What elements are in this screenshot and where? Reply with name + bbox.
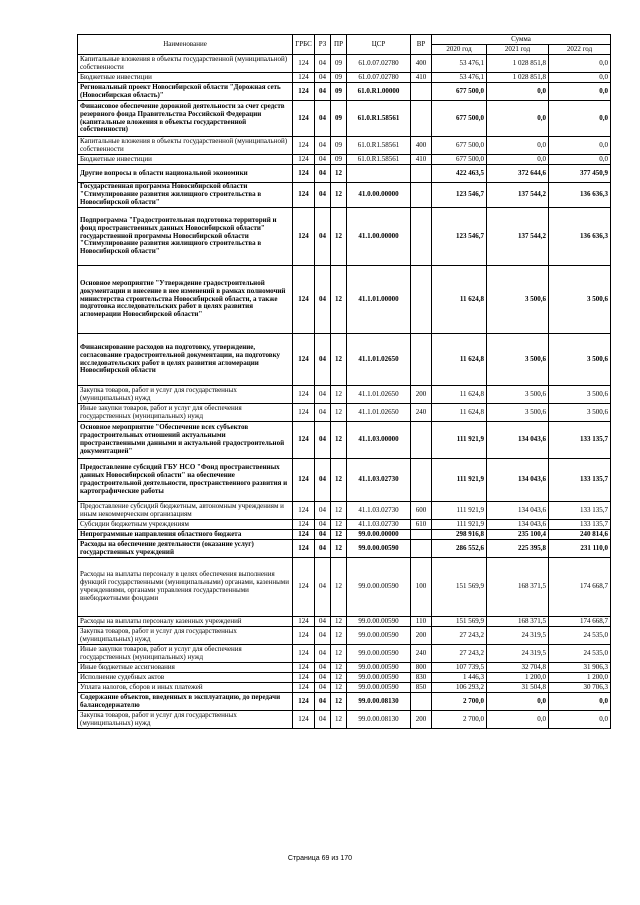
cell-2022: 30 706,3 xyxy=(549,683,611,693)
cell-pr: 09 xyxy=(331,55,347,73)
cell-vr: 610 xyxy=(411,520,432,530)
cell-csr: 99.0.00.00590 xyxy=(347,673,411,683)
cell-pr: 12 xyxy=(331,617,347,627)
cell-2022: 133 135,7 xyxy=(549,520,611,530)
cell-rz: 04 xyxy=(315,101,331,137)
cell-vr xyxy=(411,459,432,502)
cell-vr xyxy=(411,266,432,334)
cell-rz: 04 xyxy=(315,693,331,711)
cell-name: Основное мероприятие "Утверждение градостроительной документации и внесение в нее изменений в рамках полномочий министерства строительства Новосибирской области, а также подготовка исследовательских работ в целях развития агломерации Новосибирской области" xyxy=(78,266,293,334)
cell-csr: 99.0.00.00590 xyxy=(347,645,411,663)
cell-vr xyxy=(411,540,432,558)
cell-2021: 0,0 xyxy=(487,693,549,711)
cell-2021: 134 043,6 xyxy=(487,459,549,502)
cell-vr xyxy=(411,183,432,208)
header-year-2020: 2020 год xyxy=(432,45,487,55)
cell-2020: 111 921,9 xyxy=(432,502,487,520)
table-row xyxy=(78,422,611,459)
cell-2021: 24 319,5 xyxy=(487,645,549,663)
cell-pr: 12 xyxy=(331,183,347,208)
cell-2021: 3 500,6 xyxy=(487,266,549,334)
cell-pr: 12 xyxy=(331,404,347,422)
cell-vr: 200 xyxy=(411,711,432,729)
header-csr: ЦСР xyxy=(347,35,411,55)
table-row xyxy=(78,645,611,663)
cell-rz: 04 xyxy=(315,540,331,558)
cell-name: Исполнение судебных актов xyxy=(78,673,293,683)
cell-2022: 174 668,7 xyxy=(549,558,611,617)
cell-pr: 12 xyxy=(331,558,347,617)
cell-2022: 136 636,3 xyxy=(549,208,611,266)
cell-rz: 04 xyxy=(315,137,331,155)
cell-pr: 12 xyxy=(331,520,347,530)
cell-grbs: 124 xyxy=(293,558,315,617)
cell-2021: 1 200,0 xyxy=(487,673,549,683)
cell-2021: 1 028 851,8 xyxy=(487,73,549,83)
cell-grbs: 124 xyxy=(293,459,315,502)
cell-vr: 830 xyxy=(411,673,432,683)
cell-2021: 0,0 xyxy=(487,83,549,101)
cell-name: Государственная программа Новосибирской области "Стимулирование развития жилищного строительства в Новосибирской области" xyxy=(78,183,293,208)
cell-name: Расходы на выплаты персоналу в целях обеспечения выполнения функций государственными (муниципальными) органами, казенными учреждениями, органами управления государственными внебюджетными фондами xyxy=(78,558,293,617)
cell-grbs: 124 xyxy=(293,711,315,729)
cell-2022: 0,0 xyxy=(549,693,611,711)
cell-2021: 0,0 xyxy=(487,155,549,165)
table-row xyxy=(78,520,611,530)
cell-pr: 12 xyxy=(331,711,347,729)
cell-csr: 99.0.00.08130 xyxy=(347,711,411,729)
cell-pr: 12 xyxy=(331,266,347,334)
cell-vr: 240 xyxy=(411,404,432,422)
cell-pr: 12 xyxy=(331,334,347,386)
cell-vr: 200 xyxy=(411,386,432,404)
cell-2022: 0,0 xyxy=(549,83,611,101)
cell-name: Закупка товаров, работ и услуг для государственных (муниципальных) нужд xyxy=(78,386,293,404)
header-year-2021: 2021 год xyxy=(487,45,549,55)
cell-rz: 04 xyxy=(315,422,331,459)
cell-name: Капитальные вложения в объекты государственной (муниципальной) собственности xyxy=(78,55,293,73)
cell-csr: 41.1.03.00000 xyxy=(347,422,411,459)
cell-2022: 3 500,6 xyxy=(549,334,611,386)
cell-pr: 12 xyxy=(331,459,347,502)
cell-csr: 61.0.R1.58561 xyxy=(347,101,411,137)
cell-grbs: 124 xyxy=(293,627,315,645)
cell-2020: 2 700,0 xyxy=(432,711,487,729)
cell-2020: 11 624,8 xyxy=(432,386,487,404)
cell-rz: 04 xyxy=(315,711,331,729)
cell-name: Закупка товаров, работ и услуг для государственных (муниципальных) нужд xyxy=(78,711,293,729)
cell-2020: 422 463,5 xyxy=(432,165,487,183)
table-row xyxy=(78,530,611,540)
cell-rz: 04 xyxy=(315,530,331,540)
table-row xyxy=(78,711,611,729)
cell-csr: 61.0.R1.58561 xyxy=(347,137,411,155)
table-row xyxy=(78,266,611,334)
cell-name: Содержание объектов, введенных в эксплуатацию, до передачи балансодержателю xyxy=(78,693,293,711)
cell-rz: 04 xyxy=(315,183,331,208)
cell-csr: 41.1.01.02650 xyxy=(347,334,411,386)
cell-2022: 240 814,6 xyxy=(549,530,611,540)
cell-rz: 04 xyxy=(315,663,331,673)
cell-2022: 0,0 xyxy=(549,711,611,729)
cell-csr: 41.1.01.02650 xyxy=(347,386,411,404)
cell-2022: 3 500,6 xyxy=(549,404,611,422)
cell-grbs: 124 xyxy=(293,520,315,530)
cell-name: Иные закупки товаров, работ и услуг для обеспечения государственных (муниципальных) нужд xyxy=(78,404,293,422)
table-row xyxy=(78,386,611,404)
table-row xyxy=(78,155,611,165)
cell-2022: 0,0 xyxy=(549,55,611,73)
cell-pr: 09 xyxy=(331,83,347,101)
cell-name: Уплата налогов, сборов и иных платежей xyxy=(78,683,293,693)
cell-csr: 61.0.07.02780 xyxy=(347,73,411,83)
cell-pr: 12 xyxy=(331,683,347,693)
cell-grbs: 124 xyxy=(293,334,315,386)
cell-2022: 133 135,7 xyxy=(549,459,611,502)
cell-vr xyxy=(411,83,432,101)
table-header xyxy=(78,35,611,55)
cell-rz: 04 xyxy=(315,165,331,183)
cell-2020: 11 624,8 xyxy=(432,266,487,334)
cell-2021: 31 504,8 xyxy=(487,683,549,693)
cell-grbs: 124 xyxy=(293,540,315,558)
cell-name: Расходы на выплаты персоналу казенных учреждений xyxy=(78,617,293,627)
cell-vr xyxy=(411,165,432,183)
header-vr: ВР xyxy=(411,35,432,55)
cell-csr: 99.0.00.00590 xyxy=(347,627,411,645)
cell-2020: 27 243,2 xyxy=(432,627,487,645)
table-row xyxy=(78,502,611,520)
table-row xyxy=(78,137,611,155)
cell-pr: 12 xyxy=(331,627,347,645)
cell-2020: 53 476,1 xyxy=(432,73,487,83)
cell-name: Финансовое обеспечение дорожной деятельности за счет средств резервного фонда Правительства Российской Федерации (капитальные вложения в объекты государственной собственности) xyxy=(78,101,293,137)
cell-vr xyxy=(411,693,432,711)
cell-grbs: 124 xyxy=(293,83,315,101)
cell-grbs: 124 xyxy=(293,165,315,183)
cell-2021: 3 500,6 xyxy=(487,334,549,386)
cell-2022: 3 500,6 xyxy=(549,266,611,334)
cell-2020: 677 500,0 xyxy=(432,83,487,101)
cell-pr: 12 xyxy=(331,165,347,183)
cell-vr: 240 xyxy=(411,645,432,663)
cell-vr: 100 xyxy=(411,558,432,617)
cell-pr: 09 xyxy=(331,101,347,137)
cell-csr: 99.0.00.00000 xyxy=(347,530,411,540)
cell-2020: 106 293,2 xyxy=(432,683,487,693)
cell-grbs: 124 xyxy=(293,645,315,663)
cell-2020: 53 476,1 xyxy=(432,55,487,73)
header-pr: ПР xyxy=(331,35,347,55)
cell-grbs: 124 xyxy=(293,386,315,404)
cell-vr: 110 xyxy=(411,617,432,627)
cell-2022: 377 450,9 xyxy=(549,165,611,183)
cell-name: Другие вопросы в области национальной экономики xyxy=(78,165,293,183)
cell-vr xyxy=(411,208,432,266)
cell-vr: 850 xyxy=(411,683,432,693)
cell-2021: 168 371,5 xyxy=(487,558,549,617)
cell-rz: 04 xyxy=(315,558,331,617)
cell-csr: 99.0.00.00590 xyxy=(347,540,411,558)
cell-2021: 134 043,6 xyxy=(487,422,549,459)
cell-name: Расходы на обеспечение деятельности (оказание услуг) государственных учреждений xyxy=(78,540,293,558)
cell-csr: 41.1.03.02730 xyxy=(347,502,411,520)
cell-grbs: 124 xyxy=(293,404,315,422)
cell-grbs: 124 xyxy=(293,693,315,711)
cell-rz: 04 xyxy=(315,266,331,334)
cell-rz: 04 xyxy=(315,520,331,530)
cell-pr: 12 xyxy=(331,540,347,558)
cell-grbs: 124 xyxy=(293,208,315,266)
table-row xyxy=(78,73,611,83)
cell-grbs: 124 xyxy=(293,617,315,627)
cell-2021: 0,0 xyxy=(487,101,549,137)
header-sum: Сумма xyxy=(432,35,611,45)
cell-rz: 04 xyxy=(315,502,331,520)
cell-csr: 41.1.01.02650 xyxy=(347,404,411,422)
cell-2021: 134 043,6 xyxy=(487,520,549,530)
cell-pr: 12 xyxy=(331,693,347,711)
cell-vr: 200 xyxy=(411,627,432,645)
cell-pr: 09 xyxy=(331,137,347,155)
cell-2020: 298 916,8 xyxy=(432,530,487,540)
cell-name: Бюджетные инвестиции xyxy=(78,155,293,165)
cell-2020: 11 624,8 xyxy=(432,404,487,422)
cell-grbs: 124 xyxy=(293,673,315,683)
header-name: Наименование xyxy=(78,35,293,55)
cell-grbs: 124 xyxy=(293,683,315,693)
cell-name: Предоставление субсидий бюджетным, автономным учреждениям и иным некоммерческим организациям xyxy=(78,502,293,520)
cell-2020: 1 446,3 xyxy=(432,673,487,683)
cell-pr: 12 xyxy=(331,422,347,459)
cell-pr: 12 xyxy=(331,645,347,663)
cell-pr: 12 xyxy=(331,208,347,266)
cell-2020: 286 552,6 xyxy=(432,540,487,558)
cell-2022: 24 535,0 xyxy=(549,645,611,663)
table-row xyxy=(78,208,611,266)
cell-2020: 111 921,9 xyxy=(432,520,487,530)
budget-table xyxy=(77,34,611,729)
cell-csr: 41.1.01.00000 xyxy=(347,266,411,334)
table-row xyxy=(78,404,611,422)
cell-grbs: 124 xyxy=(293,137,315,155)
cell-rz: 04 xyxy=(315,334,331,386)
cell-name: Основное мероприятие "Обеспечение всех субъектов градостроительных отношений актуальными пространственными данными и актуальной градостроительной документацией" xyxy=(78,422,293,459)
table-row xyxy=(78,459,611,502)
cell-vr xyxy=(411,101,432,137)
cell-csr: 99.0.00.00590 xyxy=(347,558,411,617)
table-row xyxy=(78,663,611,673)
cell-vr xyxy=(411,334,432,386)
cell-2021: 137 544,2 xyxy=(487,183,549,208)
cell-csr: 99.0.00.08130 xyxy=(347,693,411,711)
cell-csr: 99.0.00.00590 xyxy=(347,663,411,673)
cell-2022: 3 500,6 xyxy=(549,386,611,404)
cell-csr: 41.1.03.02730 xyxy=(347,520,411,530)
cell-name: Непрограммные направления областного бюджета xyxy=(78,530,293,540)
cell-csr: 99.0.00.00590 xyxy=(347,683,411,693)
cell-2021: 32 704,8 xyxy=(487,663,549,673)
cell-2020: 111 921,9 xyxy=(432,422,487,459)
cell-2021: 3 500,6 xyxy=(487,404,549,422)
cell-rz: 04 xyxy=(315,208,331,266)
cell-rz: 04 xyxy=(315,55,331,73)
cell-csr: 99.0.00.00590 xyxy=(347,617,411,627)
cell-2021: 372 644,6 xyxy=(487,165,549,183)
cell-rz: 04 xyxy=(315,83,331,101)
cell-grbs: 124 xyxy=(293,73,315,83)
cell-name: Финансирование расходов на подготовку, утверждение, согласование градостроительной документации, на подготовку исследовательских работ в целях развития агломерации Новосибирской области xyxy=(78,334,293,386)
table-row xyxy=(78,540,611,558)
cell-rz: 04 xyxy=(315,645,331,663)
cell-2020: 677 500,0 xyxy=(432,155,487,165)
table-row xyxy=(78,683,611,693)
cell-2020: 2 700,0 xyxy=(432,693,487,711)
cell-name: Региональный проект Новосибирской области "Дорожная сеть (Новосибирская область)" xyxy=(78,83,293,101)
cell-2022: 136 636,3 xyxy=(549,183,611,208)
cell-name: Капитальные вложения в объекты государственной (муниципальной) собственности xyxy=(78,137,293,155)
table-row xyxy=(78,83,611,101)
cell-vr: 400 xyxy=(411,137,432,155)
cell-grbs: 124 xyxy=(293,55,315,73)
cell-2021: 225 395,8 xyxy=(487,540,549,558)
cell-pr: 12 xyxy=(331,502,347,520)
cell-csr: 41.1.00.00000 xyxy=(347,208,411,266)
cell-pr: 12 xyxy=(331,673,347,683)
table-row xyxy=(78,673,611,683)
cell-2020: 677 500,0 xyxy=(432,137,487,155)
cell-pr: 12 xyxy=(331,530,347,540)
cell-2020: 107 739,5 xyxy=(432,663,487,673)
cell-2021: 0,0 xyxy=(487,711,549,729)
cell-name: Иные закупки товаров, работ и услуг для обеспечения государственных (муниципальных) нужд xyxy=(78,645,293,663)
table-row xyxy=(78,334,611,386)
cell-pr: 09 xyxy=(331,155,347,165)
table-row xyxy=(78,558,611,617)
cell-rz: 04 xyxy=(315,73,331,83)
cell-2020: 123 546,7 xyxy=(432,183,487,208)
table-row xyxy=(78,183,611,208)
cell-pr: 09 xyxy=(331,73,347,83)
cell-2022: 1 200,0 xyxy=(549,673,611,683)
cell-2022: 0,0 xyxy=(549,73,611,83)
cell-vr: 400 xyxy=(411,55,432,73)
cell-2020: 151 569,9 xyxy=(432,558,487,617)
cell-pr: 12 xyxy=(331,663,347,673)
cell-2022: 0,0 xyxy=(549,101,611,137)
cell-csr xyxy=(347,165,411,183)
cell-grbs: 124 xyxy=(293,530,315,540)
cell-rz: 04 xyxy=(315,404,331,422)
cell-rz: 04 xyxy=(315,683,331,693)
cell-2022: 0,0 xyxy=(549,137,611,155)
cell-vr: 600 xyxy=(411,502,432,520)
cell-2022: 0,0 xyxy=(549,155,611,165)
cell-name: Подпрограмма "Градостроительная подготовка территорий и фонд пространственных данных Новосибирской области" государственной программы Новосибирской области "Стимулирование развития жилищного строительства в Новосибирской области" xyxy=(78,208,293,266)
cell-csr: 61.0.R1.58561 xyxy=(347,155,411,165)
cell-2020: 111 921,9 xyxy=(432,459,487,502)
cell-vr: 410 xyxy=(411,73,432,83)
cell-2020: 27 243,2 xyxy=(432,645,487,663)
cell-name: Иные бюджетные ассигнования xyxy=(78,663,293,673)
table-row xyxy=(78,693,611,711)
table-row xyxy=(78,55,611,73)
cell-grbs: 124 xyxy=(293,502,315,520)
cell-grbs: 124 xyxy=(293,155,315,165)
cell-vr: 410 xyxy=(411,155,432,165)
cell-vr xyxy=(411,530,432,540)
cell-2020: 11 624,8 xyxy=(432,334,487,386)
cell-2021: 235 100,4 xyxy=(487,530,549,540)
cell-2021: 134 043,6 xyxy=(487,502,549,520)
table-row xyxy=(78,165,611,183)
cell-rz: 04 xyxy=(315,155,331,165)
cell-rz: 04 xyxy=(315,617,331,627)
cell-2020: 123 546,7 xyxy=(432,208,487,266)
cell-grbs: 124 xyxy=(293,101,315,137)
table-body xyxy=(78,55,611,729)
cell-2022: 31 906,3 xyxy=(549,663,611,673)
cell-grbs: 124 xyxy=(293,663,315,673)
table-row xyxy=(78,101,611,137)
cell-2020: 677 500,0 xyxy=(432,101,487,137)
cell-name: Закупка товаров, работ и услуг для государственных (муниципальных) нужд xyxy=(78,627,293,645)
cell-2021: 0,0 xyxy=(487,137,549,155)
header-year-2022: 2022 год xyxy=(549,45,611,55)
cell-2020: 151 569,9 xyxy=(432,617,487,627)
cell-name: Предоставление субсидий ГБУ НСО "Фонд пространственных данных Новосибирской области" на обеспечение градостроительной деятельности, пространственного развития и картографические работы xyxy=(78,459,293,502)
cell-rz: 04 xyxy=(315,386,331,404)
cell-csr: 61.0.R1.00000 xyxy=(347,83,411,101)
cell-2021: 1 028 851,8 xyxy=(487,55,549,73)
cell-2022: 133 135,7 xyxy=(549,422,611,459)
cell-2021: 24 319,5 xyxy=(487,627,549,645)
cell-pr: 12 xyxy=(331,386,347,404)
cell-grbs: 124 xyxy=(293,266,315,334)
cell-rz: 04 xyxy=(315,673,331,683)
cell-2022: 231 110,0 xyxy=(549,540,611,558)
cell-csr: 61.0.07.02780 xyxy=(347,55,411,73)
cell-rz: 04 xyxy=(315,627,331,645)
page-number: Страница 69 из 170 xyxy=(287,855,353,862)
cell-vr: 800 xyxy=(411,663,432,673)
cell-name: Бюджетные инвестиции xyxy=(78,73,293,83)
cell-2021: 137 544,2 xyxy=(487,208,549,266)
cell-rz: 04 xyxy=(315,459,331,502)
cell-2021: 168 371,5 xyxy=(487,617,549,627)
table-row xyxy=(78,627,611,645)
cell-grbs: 124 xyxy=(293,183,315,208)
header-rz: РЗ xyxy=(315,35,331,55)
cell-2022: 133 135,7 xyxy=(549,502,611,520)
table-row xyxy=(78,617,611,627)
cell-csr: 41.0.00.00000 xyxy=(347,183,411,208)
cell-vr xyxy=(411,422,432,459)
cell-grbs: 124 xyxy=(293,422,315,459)
header-grbs: ГРБС xyxy=(293,35,315,55)
cell-2022: 24 535,0 xyxy=(549,627,611,645)
cell-name: Субсидии бюджетным учреждениям xyxy=(78,520,293,530)
cell-2021: 3 500,6 xyxy=(487,386,549,404)
cell-2022: 174 668,7 xyxy=(549,617,611,627)
cell-csr: 41.1.03.02730 xyxy=(347,459,411,502)
